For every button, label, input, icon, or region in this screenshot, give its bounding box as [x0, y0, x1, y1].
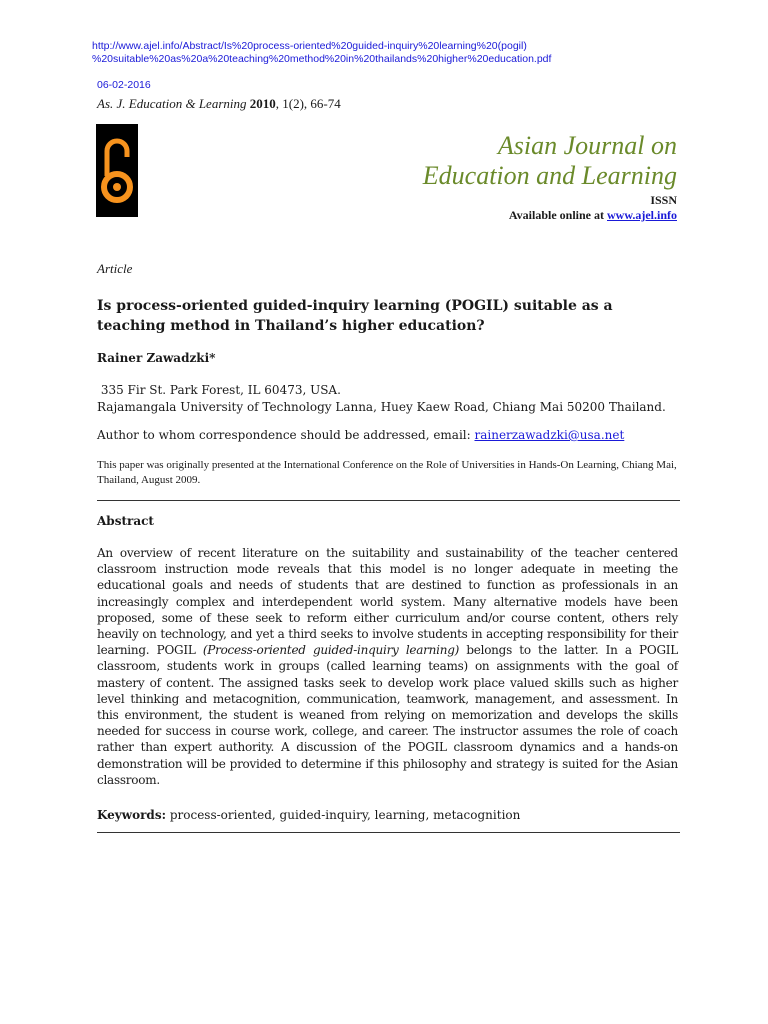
- correspondence: [97, 428, 624, 442]
- correspondence-email-link[interactable]: rainerzawadzki@usa.net: [474, 428, 625, 442]
- keywords: [97, 808, 520, 822]
- download-date: 06-02-2016: [97, 79, 151, 91]
- keywords-label: Keywords:: [97, 808, 167, 822]
- journal-title-line-1: Asian Journal on: [497, 131, 677, 160]
- keywords-list: process-oriented, guided-inquiry, learning, metacognition: [166, 808, 521, 822]
- affiliation-line-2: Rajamangala University of Technology Lanna, Huey Kaew Road, Chiang Mai 50200 Thailand.: [97, 400, 666, 414]
- available-online: [509, 208, 677, 223]
- abstract-text-part-2: belongs to the latter. In a POGIL classroom, students work in groups (called learning teams) on assignments with the goal of mastery of content. The assigned tasks seek to develop work place valued skills such as higher level thinking and metacognition, communication, teamwork, management, and assessment. In this environment, the student is weaned from relying on memorization and develops the skills needed for success in course work, college, and career. The instructor assumes the role of coach rather than expert authority. A discussion of the POGIL classroom dynamics and a hands-on demonstration will be provided to determine if this philosophy and strategy is suited for the Asian classroom.: [97, 643, 678, 787]
- divider-bottom: [97, 832, 680, 833]
- affiliation-line-1: 335 Fir St. Park Forest, IL 60473, USA.: [97, 383, 341, 397]
- abstract-heading: Abstract: [97, 514, 154, 528]
- correspondence-text: Author to whom correspondence should be addressed, email:: [97, 428, 475, 442]
- author-name: Rainer Zawadzki*: [97, 351, 216, 365]
- citation-volume: , 1(2), 66-74: [275, 96, 341, 111]
- open-access-lock-icon: [96, 124, 138, 217]
- journal-title: [423, 131, 677, 191]
- presentation-note: This paper was originally presented at the International Conference on the Role of Universities in Hands-On Learning, Chiang Mai, Thailand, August 2009.: [97, 459, 677, 486]
- divider-top: [97, 500, 680, 501]
- journal-title-line-2: Education and Learning: [422, 161, 677, 190]
- author-affiliation: [97, 382, 666, 416]
- journal-site-link[interactable]: www.ajel.info: [607, 208, 677, 222]
- source-url-line-2: %20suitable%20as%20a%20teaching%20method%20in%20thailands%20higher%20education.pdf: [92, 53, 552, 65]
- citation-journal: As. J. Education & Learning: [97, 96, 247, 111]
- abstract-italic-term: (Process-oriented guided-inquiry learning): [202, 643, 460, 658]
- article-type-label: Article: [97, 261, 133, 276]
- citation-year: 2010: [249, 96, 276, 111]
- abstract-text-part-1: An overview of recent literature on the suitability and sustainability of the teacher centered classroom instruction mode reveals that this model is no longer adequate in meeting the educational goals and needs of students that are destined to function as professionals in an increasingly complex and interdependent world system. Many alternative models have been proposed, some of these seek to reform either curriculum and/or course content, others rely heavily on technology, and yet a third seeks to involve students in accepting responsibility for their learning. POGIL: [97, 546, 678, 658]
- citation-line: [97, 96, 341, 112]
- issn-label: ISSN: [650, 193, 677, 207]
- paper-title: Is process-oriented guided-inquiry learning (POGIL) suitable as a teaching method in Thailand’s higher education?: [97, 298, 613, 334]
- available-online-text: Available online at: [508, 208, 607, 222]
- abstract-body: [97, 545, 678, 788]
- source-url-line-1: http://www.ajel.info/Abstract/Is%20process-oriented%20guided-inquiry%20learning%20(pogil): [92, 40, 527, 52]
- source-url-link[interactable]: [92, 40, 652, 66]
